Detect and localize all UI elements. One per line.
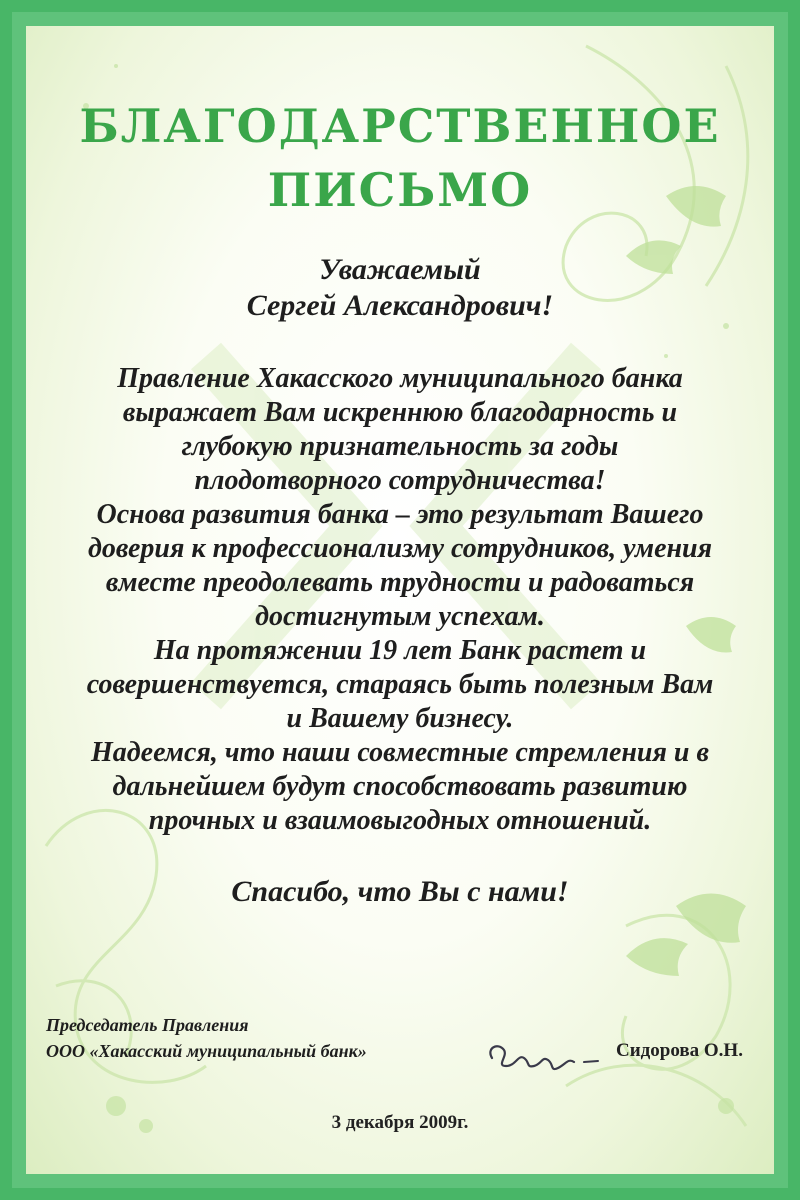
body-line: Основа развития банка – это результат Вашего [96,499,704,530]
body-line: плодотворного сотрудничества! [194,465,606,496]
body-line: Надеемся, что наши совместные стремления и в [90,737,710,768]
body-line: На протяжении 19 лет Банк растет и [153,635,647,666]
body-line: вместе преодолевать трудности и радоваться [105,567,695,598]
body-line: Правление Хакасского муниципального банка [117,363,683,394]
letter-title-line2: ПИСЬМО [267,163,533,217]
letter-date: 3 декабря 2009г. [331,1112,469,1133]
greeting-line1: Уважаемый [319,253,481,286]
closing-line: Спасибо, что Вы с нами! [231,875,569,908]
signatory-organization: ООО «Хакасский муниципальный банк» [46,1041,367,1061]
body-line: доверия к профессионализму сотрудников, умения [87,533,713,564]
body-line: выражает Вам искреннюю благодарность и [122,397,678,428]
body-line: дальнейшем будут способствовать развитию [112,771,688,802]
body-line: достигнутым успехам. [255,601,545,632]
body-line: прочных и взаимовыгодных отношений. [148,805,652,836]
body-line: глубокую признательность за годы [181,431,619,462]
letter-title-line1: БЛАГОДАРСТВЕННОЕ [79,99,721,153]
body-line: и Вашему бизнесу. [286,703,514,734]
greeting-line2: Сергей Александрович! [246,289,554,322]
signatory-name: Сидорова О.Н. [616,1040,743,1061]
signatory-title: Председатель Правления [46,1015,249,1035]
body-line: совершенствуется, стараясь быть полезным Вам [86,669,714,700]
handwritten-signature [484,1036,604,1086]
letter-paper [26,26,774,1174]
